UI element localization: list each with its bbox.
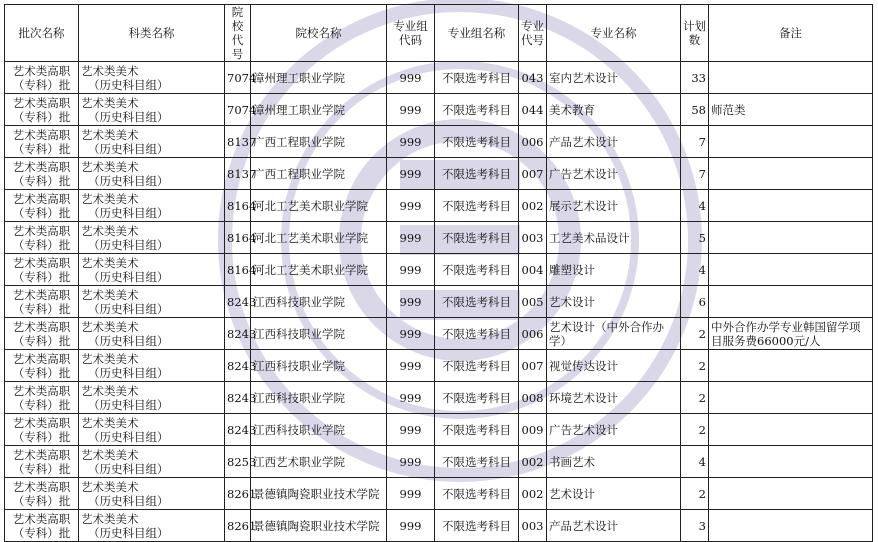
- subject-line-2: （历史科目组）: [88, 205, 169, 220]
- cell-school-name: 江西科技职业学院: [251, 286, 387, 318]
- cell-school-name: 江西科技职业学院: [251, 382, 387, 414]
- subject-line-1: 艺术类美术: [81, 351, 139, 366]
- cell-plan: 4: [681, 446, 709, 478]
- cell-note: [709, 350, 873, 382]
- cell-school-name: 江西科技职业学院: [251, 414, 387, 446]
- cell-major-code: 006: [519, 318, 547, 350]
- cell-subject: [79, 478, 225, 510]
- batch-line-2: （专科）批: [12, 77, 71, 92]
- cell-subject: [79, 350, 225, 382]
- cell-school-code: 8243: [225, 286, 251, 318]
- cell-note: [709, 286, 873, 318]
- cell-group-code: 999: [387, 158, 435, 190]
- batch-line-2: （专科）批: [12, 141, 71, 156]
- cell-major-name: 广告艺术设计: [547, 158, 681, 190]
- cell-school-name: 河北工艺美术职业学院: [251, 254, 387, 286]
- subject-line-1: 艺术类美术: [81, 319, 139, 334]
- subject-line-1: 艺术类美术: [81, 223, 139, 238]
- cell-plan: 4: [681, 254, 709, 286]
- cell-group-name: 不限选考科目: [435, 222, 519, 254]
- cell-group-name: 不限选考科目: [435, 62, 519, 94]
- batch-line-2: （专科）批: [12, 109, 71, 124]
- cell-batch: [5, 350, 79, 382]
- table-header-row: [5, 5, 873, 62]
- cell-major-code: 007: [519, 350, 547, 382]
- cell-major-code: 003: [519, 510, 547, 542]
- cell-note: [709, 478, 873, 510]
- subject-line-1: 艺术类美术: [81, 127, 139, 142]
- batch-line-2: （专科）批: [12, 269, 71, 284]
- batch-line-1: 艺术类高职: [12, 159, 71, 174]
- batch-line-2: （专科）批: [12, 461, 71, 476]
- cell-group-code: 999: [387, 222, 435, 254]
- cell-group-code: 999: [387, 62, 435, 94]
- cell-group-name: 不限选考科目: [435, 318, 519, 350]
- cell-major-code: 043: [519, 62, 547, 94]
- cell-subject: [79, 318, 225, 350]
- cell-school-name: 河北工艺美术职业学院: [251, 190, 387, 222]
- cell-major-name: 产品艺术设计: [547, 510, 681, 542]
- cell-major-name: 室内艺术设计: [547, 62, 681, 94]
- batch-line-2: （专科）批: [12, 525, 71, 540]
- cell-school-name: 河北工艺美术职业学院: [251, 222, 387, 254]
- cell-batch: [5, 382, 79, 414]
- batch-line-1: 艺术类高职: [12, 255, 71, 270]
- cell-subject: [79, 62, 225, 94]
- cell-plan: 5: [681, 222, 709, 254]
- cell-major-name: 环境艺术设计: [547, 382, 681, 414]
- cell-school-code: 8164: [225, 190, 251, 222]
- subject-line-1: 艺术类美术: [81, 447, 139, 462]
- cell-batch: [5, 414, 79, 446]
- cell-school-code: 8243: [225, 350, 251, 382]
- cell-school-code: 8261: [225, 478, 251, 510]
- table-row: [5, 222, 873, 254]
- batch-line-1: 艺术类高职: [12, 63, 71, 78]
- batch-line-1: 艺术类高职: [12, 127, 71, 142]
- cell-group-code: 999: [387, 318, 435, 350]
- cell-plan: 7: [681, 126, 709, 158]
- cell-group-name: 不限选考科目: [435, 94, 519, 126]
- cell-note: [709, 222, 873, 254]
- cell-school-code: 8164: [225, 222, 251, 254]
- subject-line-1: 艺术类美术: [81, 511, 139, 526]
- cell-school-name: 广西工程职业学院: [251, 158, 387, 190]
- cell-note: [709, 158, 873, 190]
- cell-subject: [79, 510, 225, 542]
- cell-group-code: 999: [387, 94, 435, 126]
- subject-line-1: 艺术类美术: [81, 383, 139, 398]
- table-row: [5, 446, 873, 478]
- cell-major-code: 007: [519, 158, 547, 190]
- batch-line-1: 艺术类高职: [12, 287, 71, 302]
- cell-major-code: 003: [519, 222, 547, 254]
- header-plan: 计划数: [681, 5, 709, 62]
- cell-major-code: 002: [519, 190, 547, 222]
- table-row: [5, 94, 873, 126]
- cell-batch: [5, 126, 79, 158]
- batch-line-1: 艺术类高职: [12, 511, 71, 526]
- cell-subject: [79, 190, 225, 222]
- cell-school-code: 8243: [225, 414, 251, 446]
- cell-group-code: 999: [387, 382, 435, 414]
- cell-group-name: 不限选考科目: [435, 158, 519, 190]
- batch-line-1: 艺术类高职: [12, 223, 71, 238]
- cell-major-code: 002: [519, 478, 547, 510]
- cell-subject: [79, 254, 225, 286]
- batch-line-2: （专科）批: [12, 237, 71, 252]
- cell-major-code: 005: [519, 286, 547, 318]
- subject-line-2: （历史科目组）: [88, 461, 169, 476]
- cell-note: 中外合作办学专业韩国留学项目服务费66000元/人: [709, 318, 873, 350]
- cell-note: [709, 414, 873, 446]
- cell-subject: [79, 446, 225, 478]
- cell-subject: [79, 222, 225, 254]
- cell-group-code: 999: [387, 478, 435, 510]
- subject-line-2: （历史科目组）: [88, 397, 169, 412]
- cell-major-name: 展示艺术设计: [547, 190, 681, 222]
- cell-note: [709, 126, 873, 158]
- cell-note: [709, 190, 873, 222]
- table-row: [5, 318, 873, 350]
- cell-group-code: 999: [387, 254, 435, 286]
- enrollment-plan-table: [4, 4, 873, 542]
- cell-plan: 3: [681, 510, 709, 542]
- table-row: [5, 478, 873, 510]
- cell-major-name: 艺术设计: [547, 478, 681, 510]
- cell-major-name: 视觉传达设计: [547, 350, 681, 382]
- cell-school-code: 8137: [225, 158, 251, 190]
- batch-line-1: 艺术类高职: [12, 319, 71, 334]
- subject-line-2: （历史科目组）: [88, 269, 169, 284]
- subject-line-2: （历史科目组）: [88, 525, 169, 540]
- cell-subject: [79, 158, 225, 190]
- table-row: [5, 286, 873, 318]
- cell-plan: 33: [681, 62, 709, 94]
- cell-school-code: 8253: [225, 446, 251, 478]
- cell-school-code: 8137: [225, 126, 251, 158]
- cell-major-code: 009: [519, 414, 547, 446]
- subject-line-1: 艺术类美术: [81, 159, 139, 174]
- table-row: [5, 382, 873, 414]
- cell-major-name: 书画艺术: [547, 446, 681, 478]
- cell-batch: [5, 222, 79, 254]
- table-row: [5, 126, 873, 158]
- cell-major-name: 工艺美术品设计: [547, 222, 681, 254]
- header-school-name: 院校名称: [251, 5, 387, 62]
- header-note: 备注: [709, 5, 873, 62]
- cell-batch: [5, 158, 79, 190]
- cell-major-name: 广告艺术设计: [547, 414, 681, 446]
- header-school-code: 院校代号: [225, 5, 251, 62]
- header-group-name: 专业组名称: [435, 5, 519, 62]
- cell-major-name: 艺术设计: [547, 286, 681, 318]
- table-row: [5, 350, 873, 382]
- batch-line-2: （专科）批: [12, 493, 71, 508]
- cell-group-code: 999: [387, 510, 435, 542]
- cell-plan: 7: [681, 158, 709, 190]
- cell-plan: 58: [681, 94, 709, 126]
- cell-note: [709, 382, 873, 414]
- batch-line-1: 艺术类高职: [12, 191, 71, 206]
- cell-plan: 2: [681, 350, 709, 382]
- subject-line-2: （历史科目组）: [88, 109, 169, 124]
- cell-subject: [79, 414, 225, 446]
- subject-line-1: 艺术类美术: [81, 479, 139, 494]
- cell-major-code: 044: [519, 94, 547, 126]
- cell-plan: 6: [681, 286, 709, 318]
- header-batch: 批次名称: [5, 5, 79, 62]
- cell-group-code: 999: [387, 286, 435, 318]
- cell-major-code: 008: [519, 382, 547, 414]
- cell-group-name: 不限选考科目: [435, 510, 519, 542]
- cell-plan: 2: [681, 318, 709, 350]
- cell-school-code: 8243: [225, 382, 251, 414]
- subject-line-2: （历史科目组）: [88, 301, 169, 316]
- cell-major-name: 艺术设计（中外合作办学）: [547, 318, 681, 350]
- batch-line-1: 艺术类高职: [12, 479, 71, 494]
- cell-major-name: 产品艺术设计: [547, 126, 681, 158]
- subject-line-2: （历史科目组）: [88, 77, 169, 92]
- cell-group-name: 不限选考科目: [435, 254, 519, 286]
- cell-school-name: 景德镇陶瓷职业技术学院: [251, 510, 387, 542]
- batch-line-1: 艺术类高职: [12, 447, 71, 462]
- subject-line-2: （历史科目组）: [88, 365, 169, 380]
- subject-line-2: （历史科目组）: [88, 333, 169, 348]
- cell-batch: [5, 94, 79, 126]
- cell-group-name: 不限选考科目: [435, 414, 519, 446]
- table-row: [5, 254, 873, 286]
- cell-batch: [5, 478, 79, 510]
- cell-major-code: 004: [519, 254, 547, 286]
- cell-note: [709, 62, 873, 94]
- batch-line-1: 艺术类高职: [12, 351, 71, 366]
- batch-line-2: （专科）批: [12, 365, 71, 380]
- subject-line-1: 艺术类美术: [81, 255, 139, 270]
- cell-school-code: 8164: [225, 254, 251, 286]
- header-major-code: 专业代号: [519, 5, 547, 62]
- subject-line-2: （历史科目组）: [88, 141, 169, 156]
- cell-plan: 2: [681, 382, 709, 414]
- cell-group-code: 999: [387, 350, 435, 382]
- table-row: [5, 510, 873, 542]
- cell-subject: [79, 286, 225, 318]
- cell-group-name: 不限选考科目: [435, 478, 519, 510]
- cell-note: [709, 446, 873, 478]
- cell-batch: [5, 62, 79, 94]
- table-row: [5, 190, 873, 222]
- cell-group-code: 999: [387, 190, 435, 222]
- cell-school-code: 8261: [225, 510, 251, 542]
- cell-school-name: 景德镇陶瓷职业技术学院: [251, 478, 387, 510]
- cell-school-name: 江西艺术职业学院: [251, 446, 387, 478]
- header-group-code: 专业组代码: [387, 5, 435, 62]
- cell-school-code: 7074: [225, 62, 251, 94]
- batch-line-2: （专科）批: [12, 333, 71, 348]
- subject-line-2: （历史科目组）: [88, 493, 169, 508]
- cell-group-name: 不限选考科目: [435, 190, 519, 222]
- subject-line-2: （历史科目组）: [88, 237, 169, 252]
- cell-batch: [5, 510, 79, 542]
- cell-school-code: 7074: [225, 94, 251, 126]
- batch-line-1: 艺术类高职: [12, 95, 71, 110]
- cell-group-name: 不限选考科目: [435, 126, 519, 158]
- cell-plan: 2: [681, 478, 709, 510]
- table-row: [5, 414, 873, 446]
- cell-school-name: 广西工程职业学院: [251, 126, 387, 158]
- cell-major-code: 006: [519, 126, 547, 158]
- subject-line-2: （历史科目组）: [88, 429, 169, 444]
- cell-major-name: 美术教育: [547, 94, 681, 126]
- batch-line-2: （专科）批: [12, 429, 71, 444]
- cell-group-code: 999: [387, 126, 435, 158]
- batch-line-1: 艺术类高职: [12, 383, 71, 398]
- cell-school-code: 8243: [225, 318, 251, 350]
- batch-line-2: （专科）批: [12, 301, 71, 316]
- cell-school-name: 漳州理工职业学院: [251, 62, 387, 94]
- cell-group-name: 不限选考科目: [435, 350, 519, 382]
- subject-line-1: 艺术类美术: [81, 95, 139, 110]
- cell-batch: [5, 286, 79, 318]
- cell-school-name: 江西科技职业学院: [251, 318, 387, 350]
- cell-batch: [5, 446, 79, 478]
- cell-group-code: 999: [387, 414, 435, 446]
- cell-group-name: 不限选考科目: [435, 446, 519, 478]
- cell-group-name: 不限选考科目: [435, 382, 519, 414]
- subject-line-2: （历史科目组）: [88, 173, 169, 188]
- cell-plan: 4: [681, 190, 709, 222]
- cell-subject: [79, 382, 225, 414]
- cell-school-name: 江西科技职业学院: [251, 350, 387, 382]
- cell-group-name: 不限选考科目: [435, 286, 519, 318]
- cell-note: 师范类: [709, 94, 873, 126]
- cell-batch: [5, 318, 79, 350]
- cell-group-code: 999: [387, 446, 435, 478]
- subject-line-1: 艺术类美术: [81, 415, 139, 430]
- cell-note: [709, 510, 873, 542]
- cell-batch: [5, 254, 79, 286]
- batch-line-2: （专科）批: [12, 397, 71, 412]
- subject-line-1: 艺术类美术: [81, 63, 139, 78]
- subject-line-1: 艺术类美术: [81, 287, 139, 302]
- cell-plan: 2: [681, 414, 709, 446]
- cell-major-name: 雕塑设计: [547, 254, 681, 286]
- batch-line-2: （专科）批: [12, 205, 71, 220]
- table-row: [5, 62, 873, 94]
- batch-line-2: （专科）批: [12, 173, 71, 188]
- cell-school-name: 漳州理工职业学院: [251, 94, 387, 126]
- table-row: [5, 158, 873, 190]
- cell-note: [709, 254, 873, 286]
- header-subject: 科类名称: [79, 5, 225, 62]
- cell-batch: [5, 190, 79, 222]
- batch-line-1: 艺术类高职: [12, 415, 71, 430]
- subject-line-1: 艺术类美术: [81, 191, 139, 206]
- header-major-name: 专业名称: [547, 5, 681, 62]
- cell-subject: [79, 94, 225, 126]
- cell-major-code: 002: [519, 446, 547, 478]
- cell-subject: [79, 126, 225, 158]
